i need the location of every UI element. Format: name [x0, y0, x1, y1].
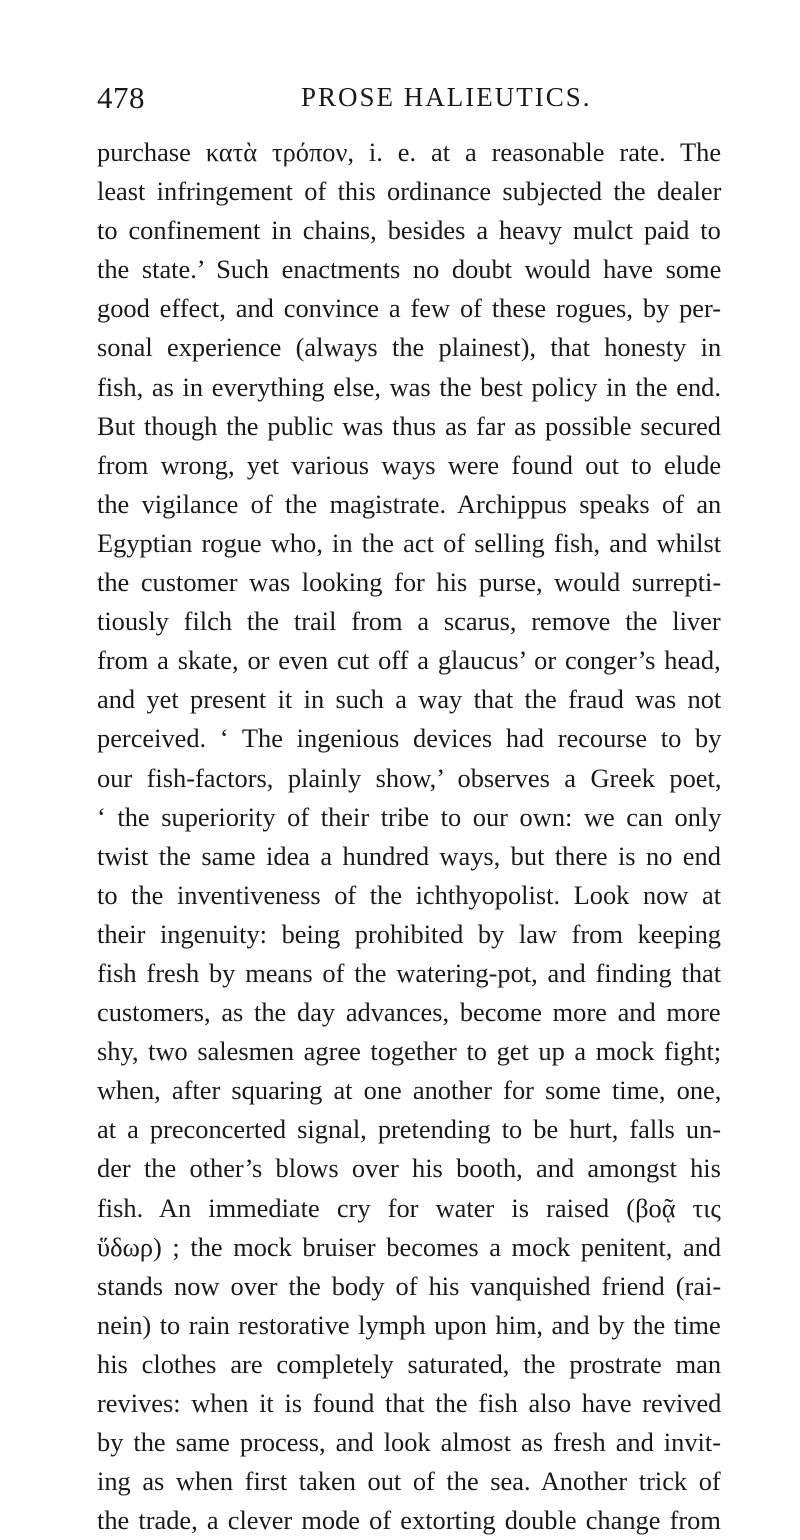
text-line: twist the same idea a hundred ways, but there is no end: [97, 840, 721, 871]
text-line: revives: when it is found that the fish also have revived: [97, 1388, 722, 1418]
text-line: the state.’ Such enactments no doubt would have some: [97, 254, 722, 285]
text-line: at a preconcerted signal, pretending to be hurt, falls un-: [97, 1114, 722, 1145]
text-line: by the same process, and look almost as fresh and invit-: [97, 1427, 721, 1458]
page-number: 478: [97, 80, 145, 115]
text-line: the trade, a clever mode of extorting double change from: [97, 1505, 721, 1536]
text-line: ing as when first taken out of the sea. Another trick of: [97, 1466, 721, 1497]
text-line: when, after squaring at one another for some time, one,: [97, 1075, 722, 1106]
text-line: tiously filch the trail from a scarus, remove the liver: [97, 606, 721, 637]
text-line: fish, as in everything else, was the best policy in the end.: [97, 371, 721, 402]
text-line: sonal experience (always the plainest), that honesty in: [97, 332, 722, 363]
text-line: to confinement in chains, besides a heavy mulct paid to: [97, 215, 721, 246]
text-line: fish fresh by means of the watering-pot, and finding that: [97, 957, 722, 988]
text-line: Egyptian rogue who, in the act of selling fish, and whilst: [97, 527, 722, 558]
text-line: his clothes are completely saturated, the prostrate man: [97, 1348, 722, 1379]
page-header: [97, 80, 721, 124]
text-line: our fish-factors, plainly show,’ observes a Greek poet,: [97, 762, 722, 793]
text-line: and yet present it in such a way that the fraud was not: [97, 684, 722, 715]
text-line: fish. An immediate cry for water is raised (βοᾷ τις: [97, 1192, 721, 1223]
text-line: least infringement of this ordinance subjected the dealer: [97, 176, 722, 207]
text-line: perceived. ‘ The ingenious devices had recourse to by: [97, 723, 722, 754]
text-line: purchase κατὰ τρόπον, i. e. at a reasonable rate. The: [97, 137, 722, 167]
running-head: PROSE HALIEUTICS.: [301, 82, 592, 112]
text-line: the customer was looking for his purse, would surrepti-: [97, 567, 722, 598]
text-line: nein) to rain restorative lymph upon him, and by the time: [97, 1309, 721, 1340]
text-line: ὕδωρ) ; the mock bruiser becomes a mock penitent, and: [97, 1231, 722, 1262]
text-line: good effect, and convince a few of these rogues, by per-: [97, 293, 722, 324]
text-line: from a skate, or even cut off a glaucus’ or conger’s head,: [97, 645, 721, 676]
text-line: their ingenuity: being prohibited by law from keeping: [97, 918, 722, 949]
body-text: [97, 133, 721, 1540]
text-line: stands now over the body of his vanquished friend (rai-: [97, 1270, 722, 1301]
text-line: customers, as the day advances, become more and more: [97, 997, 721, 1028]
text-line: ‘ the superiority of their tribe to our own: we can only: [97, 801, 722, 832]
text-line: shy, two salesmen agree together to get up a mock fight;: [97, 1036, 722, 1067]
text-line: the vigilance of the magistrate. Archippus speaks of an: [97, 488, 722, 519]
text-line: But though the public was thus as far as possible secured: [97, 410, 722, 441]
text-line: der the other’s blows over his booth, and amongst his: [97, 1153, 721, 1184]
text-line: to the inventiveness of the ichthyopolist. Look now at: [97, 879, 722, 910]
text-line: from wrong, yet various ways were found out to elude: [97, 449, 722, 480]
